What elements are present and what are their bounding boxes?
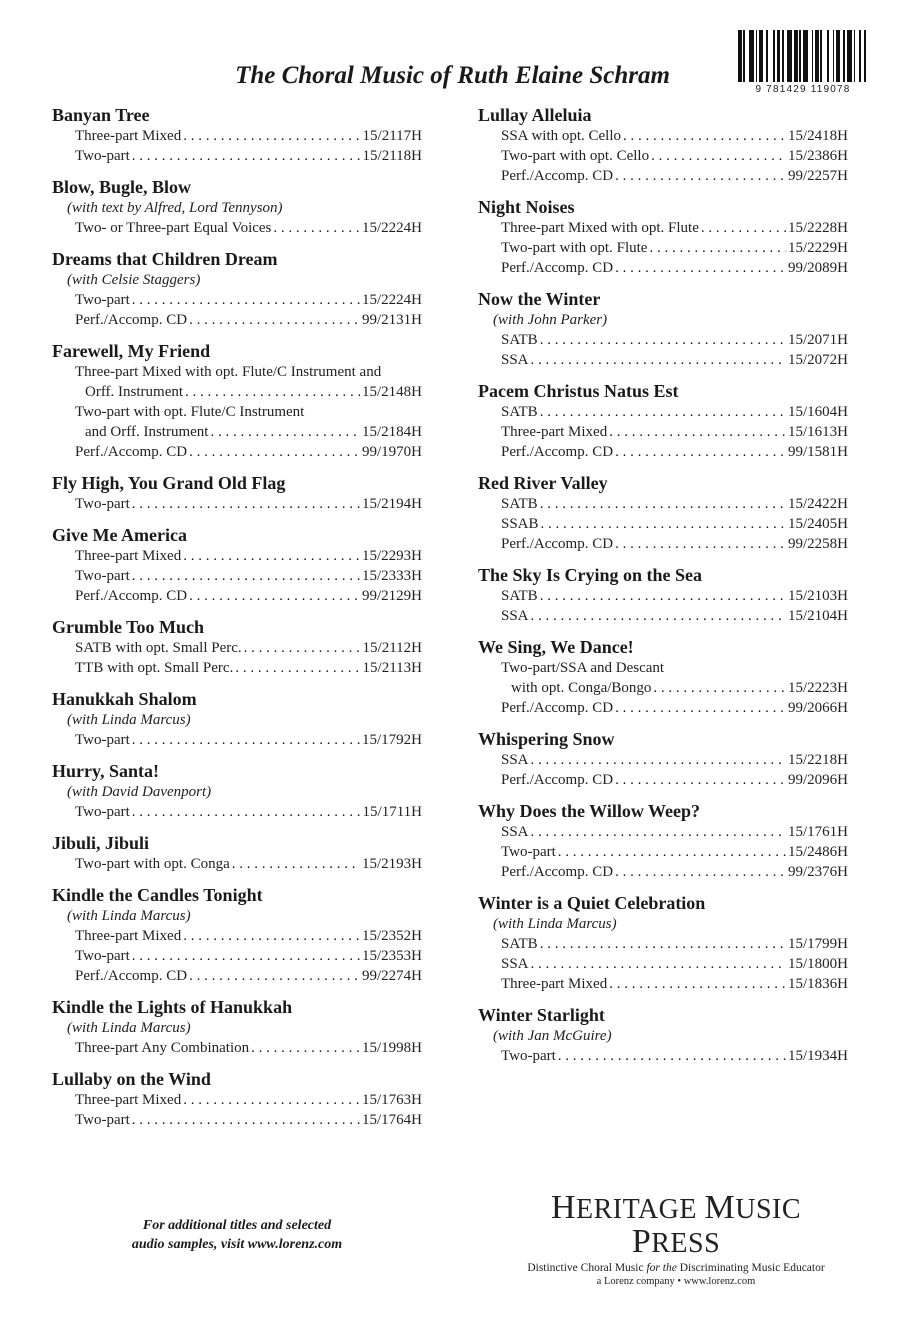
product-code: 15/2422H — [788, 496, 848, 512]
title-entry-hurry-santa — [52, 760, 422, 822]
voicing-line — [478, 534, 848, 554]
product-code: 15/1836H — [788, 976, 848, 992]
voicing-line — [52, 926, 422, 946]
dot-leader — [189, 442, 360, 462]
entry-title: Red River Valley — [478, 473, 608, 493]
product-code: 15/2224H — [362, 220, 422, 236]
dot-leader — [540, 494, 786, 514]
dot-leader — [649, 238, 786, 258]
voicing-line — [478, 218, 848, 238]
voicing-desc: SATB — [501, 496, 538, 512]
voicing-line — [478, 678, 848, 698]
entry-title: Night Noises — [478, 197, 575, 217]
product-code: 99/2274H — [362, 968, 422, 984]
voicing-line — [478, 974, 848, 994]
voicing-desc: with opt. Conga/Bongo — [511, 680, 652, 696]
product-code: 15/1799H — [788, 936, 848, 952]
voicing-line — [478, 238, 848, 258]
title-entry-winter-is-a-quiet-celebration — [478, 892, 848, 994]
voicing-desc: SSA — [501, 752, 529, 768]
voicing-desc: SSA — [501, 608, 529, 624]
voicing-line — [478, 330, 848, 350]
voicing-desc: Two-part — [75, 804, 130, 820]
title-entry-blow-bugle-blow — [52, 176, 422, 238]
voicing-desc: Two-part with opt. Cello — [501, 148, 650, 164]
entry-title: Now the Winter — [478, 289, 601, 309]
voicing-line — [478, 514, 848, 534]
title-entry-grumble-too-much — [52, 616, 422, 678]
product-code: 15/1711H — [362, 804, 422, 820]
product-code: 99/1581H — [788, 444, 848, 460]
entry-credit: (with Linda Marcus) — [67, 908, 191, 924]
product-code: 15/1764H — [362, 1112, 422, 1128]
entry-title: Hanukkah Shalom — [52, 689, 197, 709]
voicing-desc: Two-part — [75, 292, 130, 308]
product-code: 15/2118H — [362, 148, 422, 164]
voicing-desc: SATB — [501, 588, 538, 604]
dot-leader — [701, 218, 786, 238]
voicing-desc: Two-part — [75, 1112, 130, 1128]
voicing-desc: Two-part — [75, 732, 130, 748]
voicing-desc: Three-part Mixed — [75, 128, 182, 144]
voicing-line-wrap — [52, 362, 422, 382]
voicing-desc: Two-part with opt. Flute/C Instrument — [75, 404, 305, 420]
voicing-line — [478, 750, 848, 770]
voicing-desc: SSA — [501, 956, 529, 972]
page-title: The Choral Music of Ruth Elaine Schram — [235, 62, 670, 89]
voicing-line — [52, 546, 422, 566]
voicing-line-wrap — [478, 658, 848, 678]
entry-credit: (with text by Alfred, Lord Tennyson) — [67, 200, 283, 216]
dot-leader — [185, 382, 360, 402]
title-entry-hanukkah-shalom — [52, 688, 422, 750]
dot-leader — [615, 698, 786, 718]
barcode-number: 9 781429 119078 — [755, 84, 851, 95]
product-code: 15/1613H — [788, 424, 848, 440]
entry-title: We Sing, We Dance! — [478, 637, 634, 657]
voicing-line — [52, 586, 422, 606]
entry-title: Hurry, Santa! — [52, 761, 160, 781]
entry-title: Farewell, My Friend — [52, 341, 211, 361]
voicing-desc: Two-part with opt. Conga — [75, 856, 230, 872]
voicing-line — [478, 954, 848, 974]
dot-leader — [132, 946, 360, 966]
dot-leader — [244, 638, 361, 658]
voicing-line — [478, 258, 848, 278]
voicing-line — [52, 146, 422, 166]
title-entry-banyan-tree — [52, 104, 422, 166]
dot-leader — [540, 402, 786, 422]
entry-title: Give Me America — [52, 525, 187, 545]
voicing-line — [478, 422, 848, 442]
product-code: 99/2258H — [788, 536, 848, 552]
voicing-desc: Perf./Accomp. CD — [501, 864, 614, 880]
product-code: 15/2071H — [788, 332, 848, 348]
voicing-desc: Perf./Accomp. CD — [501, 772, 614, 788]
entry-title: Pacem Christus Natus Est — [478, 381, 679, 401]
voicing-desc: Three-part Mixed — [75, 928, 182, 944]
product-code: 15/2184H — [362, 424, 422, 440]
entry-credit: (with Celsie Staggers) — [67, 272, 201, 288]
voicing-line — [52, 310, 422, 330]
product-code: 15/2229H — [788, 240, 848, 256]
voicing-desc: SSA — [501, 824, 529, 840]
title-entry-give-me-america — [52, 524, 422, 606]
product-code: 15/1998H — [362, 1040, 422, 1056]
voicing-desc: SATB — [501, 332, 538, 348]
product-code: 15/2405H — [788, 516, 848, 532]
product-code: 15/2193H — [362, 856, 422, 872]
dot-leader — [540, 934, 786, 954]
voicing-desc: Two-part with opt. Flute — [501, 240, 648, 256]
entry-title: Kindle the Lights of Hanukkah — [52, 997, 293, 1017]
product-code: 15/2112H — [362, 640, 422, 656]
title-entry-farewell-my-friend — [52, 340, 422, 462]
voicing-line — [478, 494, 848, 514]
product-code: 15/2418H — [788, 128, 848, 144]
entry-title: Banyan Tree — [52, 105, 150, 125]
dot-leader — [651, 146, 786, 166]
voicing-line — [478, 698, 848, 718]
voicing-desc: Three-part Mixed — [501, 424, 608, 440]
dot-leader — [615, 534, 786, 554]
dot-leader — [232, 854, 360, 874]
dot-leader — [531, 350, 786, 370]
dot-leader — [615, 442, 786, 462]
dot-leader — [189, 310, 360, 330]
title-entry-jibuli-jibuli — [52, 832, 422, 874]
voicing-desc: Perf./Accomp. CD — [501, 168, 614, 184]
voicing-desc: Perf./Accomp. CD — [501, 536, 614, 552]
dot-leader — [623, 126, 786, 146]
dot-leader — [541, 514, 786, 534]
dot-leader — [132, 566, 360, 586]
product-code: 15/2218H — [788, 752, 848, 768]
entry-title: Dreams that Children Dream — [52, 249, 278, 269]
voicing-desc: Orff. Instrument — [85, 384, 184, 400]
voicing-line — [52, 494, 422, 514]
product-code: 15/2104H — [788, 608, 848, 624]
product-code: 15/2224H — [362, 292, 422, 308]
product-code: 99/2066H — [788, 700, 848, 716]
dot-leader — [558, 1046, 786, 1066]
product-code: 15/2103H — [788, 588, 848, 604]
voicing-desc: Perf./Accomp. CD — [75, 444, 188, 460]
dot-leader — [273, 218, 360, 238]
title-entry-now-the-winter — [478, 288, 848, 370]
product-code: 99/2096H — [788, 772, 848, 788]
product-code: 15/2486H — [788, 844, 848, 860]
voicing-line — [52, 382, 422, 402]
product-code: 99/2131H — [362, 312, 422, 328]
dot-leader — [132, 1110, 360, 1130]
product-code: 15/1761H — [788, 824, 848, 840]
dot-leader — [132, 730, 360, 750]
dot-leader — [132, 494, 360, 514]
voicing-desc: Three-part Any Combination — [75, 1040, 250, 1056]
voicing-line — [52, 1110, 422, 1130]
voicing-desc: SATB with opt. Small Perc. — [75, 640, 242, 656]
voicing-desc: SSAB — [501, 516, 539, 532]
product-code: 99/2089H — [788, 260, 848, 276]
voicing-line — [52, 966, 422, 986]
title-entry-the-sky-is-crying-on-the-sea — [478, 564, 848, 626]
publisher-name: HERITAGE MUSIC PRESS — [550, 1189, 802, 1260]
product-code: 15/1792H — [362, 732, 422, 748]
dot-leader — [609, 974, 786, 994]
publisher-subline: a Lorenz company • www.lorenz.com — [596, 1276, 756, 1287]
dot-leader — [183, 546, 360, 566]
voicing-desc: Three-part Mixed — [501, 976, 608, 992]
entry-credit: (with John Parker) — [493, 312, 608, 328]
product-code: 99/2376H — [788, 864, 848, 880]
dot-leader — [531, 822, 786, 842]
title-entry-red-river-valley — [478, 472, 848, 554]
voicing-line — [478, 442, 848, 462]
voicing-line — [478, 126, 848, 146]
dot-leader — [183, 1090, 360, 1110]
dot-leader — [540, 330, 786, 350]
entry-title: Kindle the Candles Tonight — [52, 885, 263, 905]
voicing-line — [52, 442, 422, 462]
product-code: 15/1763H — [362, 1092, 422, 1108]
voicing-desc: Perf./Accomp. CD — [501, 444, 614, 460]
voicing-line — [52, 946, 422, 966]
voicing-desc: Three-part Mixed — [75, 548, 182, 564]
dot-leader — [531, 606, 786, 626]
product-code: 15/1934H — [788, 1048, 848, 1064]
voicing-line — [478, 402, 848, 422]
voicing-desc: Two-part — [75, 948, 130, 964]
title-entry-night-noises — [478, 196, 848, 278]
product-code: 99/2257H — [788, 168, 848, 184]
dot-leader — [183, 926, 360, 946]
footer-line-1: For additional titles and selected — [142, 1218, 332, 1233]
footer-line-2: audio samples, visit www.lorenz.com — [131, 1237, 343, 1252]
product-code: 15/2148H — [362, 384, 422, 400]
product-code: 15/2293H — [362, 548, 422, 564]
voicing-line — [478, 1046, 848, 1066]
voicing-desc: Two-part — [501, 1048, 556, 1064]
entry-title: Grumble Too Much — [52, 617, 205, 637]
product-code: 15/1800H — [788, 956, 848, 972]
dot-leader — [189, 966, 360, 986]
voicing-desc: SATB — [501, 404, 538, 420]
voicing-desc: SSA with opt. Cello — [501, 128, 622, 144]
dot-leader — [132, 802, 361, 822]
dot-leader — [615, 166, 786, 186]
voicing-line — [52, 218, 422, 238]
right-column — [478, 104, 848, 1076]
entry-title: Winter Starlight — [478, 1005, 605, 1025]
product-code: 15/2113H — [362, 660, 422, 676]
entry-credit: (with Linda Marcus) — [493, 916, 617, 932]
product-code: 15/2352H — [362, 928, 422, 944]
voicing-desc: Two-part — [75, 568, 130, 584]
product-code: 15/2353H — [362, 948, 422, 964]
voicing-line — [478, 842, 848, 862]
dot-leader — [210, 422, 360, 442]
entry-title: Why Does the Willow Weep? — [478, 801, 701, 821]
voicing-line — [52, 422, 422, 442]
entry-title: Lullaby on the Wind — [52, 1069, 211, 1089]
voicing-desc: Perf./Accomp. CD — [501, 700, 614, 716]
voicing-desc: Perf./Accomp. CD — [501, 260, 614, 276]
entry-title: The Sky Is Crying on the Sea — [478, 565, 703, 585]
publisher-logo — [520, 1189, 832, 1287]
title-entry-whispering-snow — [478, 728, 848, 790]
entry-credit: (with Linda Marcus) — [67, 712, 191, 728]
voicing-desc: SATB — [501, 936, 538, 952]
voicing-desc: Perf./Accomp. CD — [75, 968, 188, 984]
product-code: 15/2117H — [362, 128, 422, 144]
voicing-line — [52, 638, 422, 658]
entry-title: Lullay Alleluia — [478, 105, 592, 125]
voicing-line — [478, 350, 848, 370]
product-code: 15/2228H — [788, 220, 848, 236]
voicing-line — [52, 854, 422, 874]
voicing-desc: and Orff. Instrument — [85, 424, 209, 440]
dot-leader — [183, 126, 360, 146]
voicing-desc: Two- or Three-part Equal Voices — [75, 220, 272, 236]
voicing-line — [52, 1038, 422, 1058]
dot-leader — [235, 658, 360, 678]
dot-leader — [531, 954, 786, 974]
dot-leader — [558, 842, 786, 862]
voicing-line — [52, 730, 422, 750]
title-entry-we-sing-we-dance — [478, 636, 848, 718]
voicing-line — [52, 658, 422, 678]
voicing-desc: Perf./Accomp. CD — [75, 588, 188, 604]
voicing-desc: TTB with opt. Small Perc. — [75, 660, 234, 676]
dot-leader — [615, 862, 786, 882]
entry-title: Winter is a Quiet Celebration — [478, 893, 706, 913]
title-entry-kindle-the-lights-of-hanukkah — [52, 996, 422, 1058]
voicing-line — [478, 822, 848, 842]
dot-leader — [132, 290, 360, 310]
voicing-line — [52, 126, 422, 146]
product-code: 15/1604H — [788, 404, 848, 420]
title-entry-pacem-christus-natus-est — [478, 380, 848, 462]
voicing-desc: Three-part Mixed with opt. Flute — [501, 220, 699, 236]
entry-credit: (with David Davenport) — [67, 784, 212, 800]
entry-title: Fly High, You Grand Old Flag — [52, 473, 286, 493]
voicing-desc: Two-part — [75, 148, 130, 164]
product-code: 99/2129H — [362, 588, 422, 604]
title-entry-why-does-the-willow-weep — [478, 800, 848, 882]
entry-title: Whispering Snow — [478, 729, 615, 749]
title-entry-lullaby-on-the-wind — [52, 1068, 422, 1130]
voicing-desc: SSA — [501, 352, 529, 368]
dot-leader — [653, 678, 786, 698]
dot-leader — [189, 586, 360, 606]
dot-leader — [609, 422, 786, 442]
publisher-tagline: Distinctive Choral Music for the Discriminating Music Educator — [527, 1262, 825, 1274]
voicing-line — [478, 166, 848, 186]
voicing-line — [478, 586, 848, 606]
entry-title: Blow, Bugle, Blow — [52, 177, 192, 197]
title-entry-winter-starlight — [478, 1004, 848, 1066]
voicing-line — [52, 290, 422, 310]
title-entry-dreams-that-children-dream — [52, 248, 422, 330]
voicing-desc: Two-part — [75, 496, 130, 512]
voicing-line — [52, 1090, 422, 1110]
dot-leader — [531, 750, 786, 770]
footer-note — [52, 1216, 422, 1254]
dot-leader — [132, 146, 361, 166]
voicing-desc: Two-part/SSA and Descant — [501, 660, 665, 676]
product-code: 15/2223H — [788, 680, 848, 696]
voicing-line — [478, 862, 848, 882]
voicing-line-wrap — [52, 402, 422, 422]
product-code: 15/2194H — [362, 496, 422, 512]
voicing-line — [478, 934, 848, 954]
voicing-line — [52, 802, 422, 822]
entry-title: Jibuli, Jibuli — [52, 833, 150, 853]
product-code: 15/2386H — [788, 148, 848, 164]
product-code: 99/1970H — [362, 444, 422, 460]
title-entry-kindle-the-candles-tonight — [52, 884, 422, 986]
voicing-line — [52, 566, 422, 586]
voicing-desc: Two-part — [501, 844, 556, 860]
title-entry-lullay-alleluia — [478, 104, 848, 186]
voicing-desc: Perf./Accomp. CD — [75, 312, 188, 328]
dot-leader — [540, 586, 786, 606]
dot-leader — [251, 1038, 360, 1058]
title-entry-fly-high-you-grand-old-flag — [52, 472, 422, 514]
dot-leader — [615, 770, 786, 790]
voicing-line — [478, 770, 848, 790]
voicing-line — [478, 146, 848, 166]
voicing-line — [478, 606, 848, 626]
product-code: 15/2072H — [788, 352, 848, 368]
left-column — [52, 104, 422, 1140]
voicing-desc: Three-part Mixed with opt. Flute/C Instrument and — [75, 364, 382, 380]
entry-credit: (with Jan McGuire) — [493, 1028, 612, 1044]
voicing-desc: Three-part Mixed — [75, 1092, 182, 1108]
entry-credit: (with Linda Marcus) — [67, 1020, 191, 1036]
dot-leader — [615, 258, 786, 278]
product-code: 15/2333H — [362, 568, 422, 584]
